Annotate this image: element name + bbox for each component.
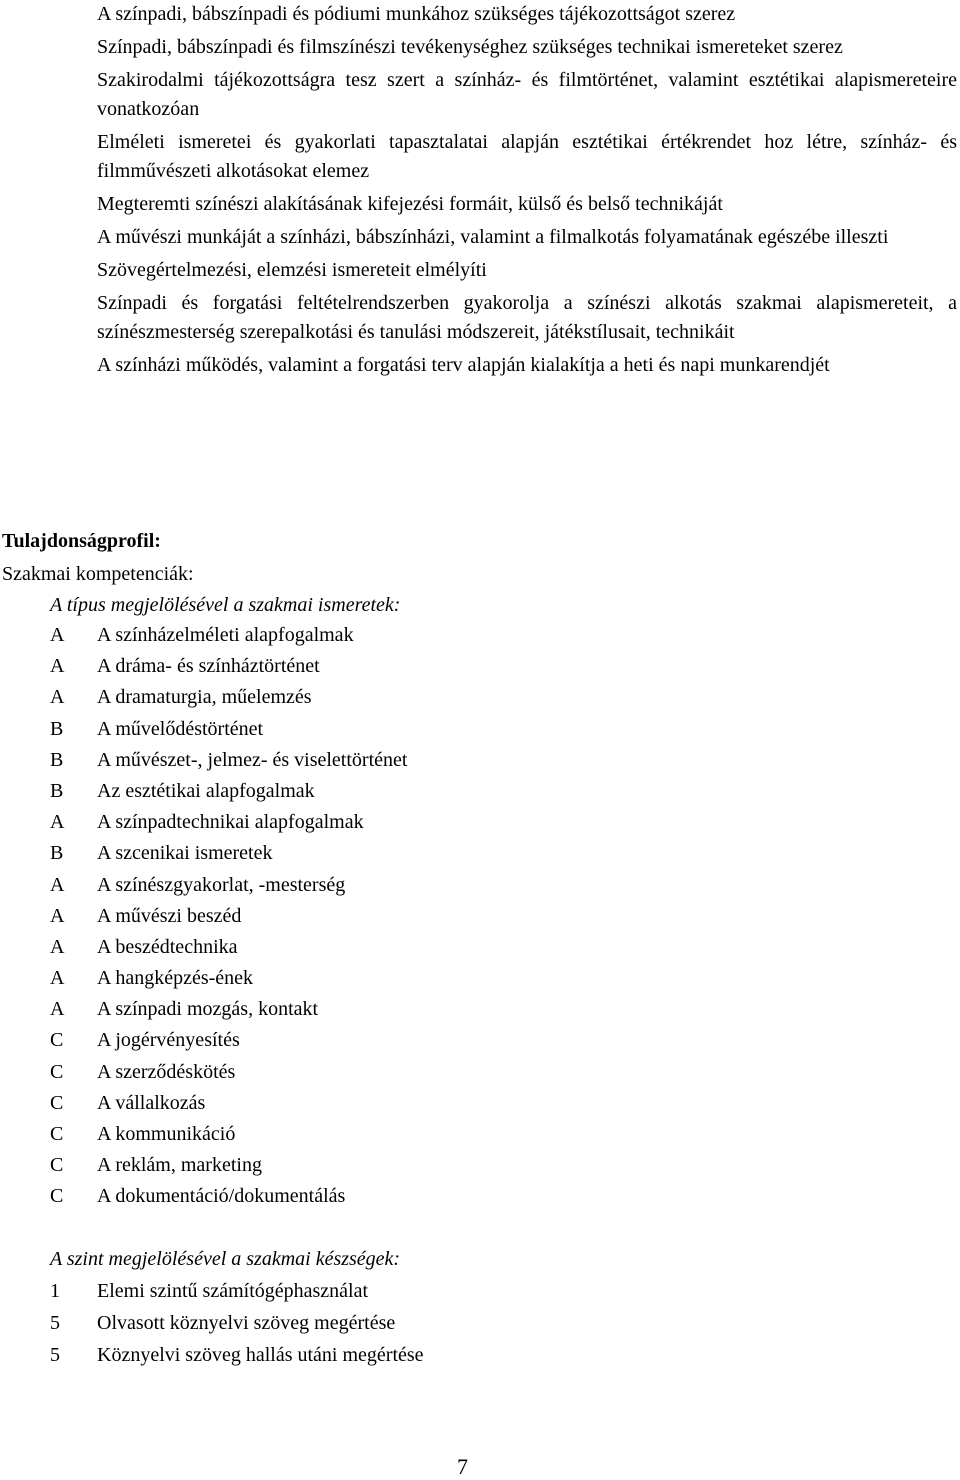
knowledge-name: A jogérvényesítés <box>97 1029 240 1052</box>
knowledge-type: C <box>50 1123 64 1145</box>
knowledge-name: A dráma- és színháztörténet <box>97 655 320 678</box>
knowledge-name: A reklám, marketing <box>97 1154 262 1177</box>
knowledge-row <box>50 994 407 1025</box>
knowledge-type: B <box>50 779 64 802</box>
knowledge-type: B <box>50 717 64 740</box>
knowledge-name: A színpadi mozgás, kontakt <box>97 998 319 1021</box>
knowledge-row <box>50 1025 407 1056</box>
knowledge-row <box>50 807 407 838</box>
task-item: A művészi munkáját a színházi, bábszínházi, valamint a filmalkotás folyamatának egészébe illeszti <box>97 226 889 248</box>
knowledge-row <box>50 651 407 682</box>
knowledge-name: A beszédtechnika <box>97 935 238 958</box>
skills-heading: A szint megjelölésével a szakmai készségek: <box>50 1248 401 1270</box>
knowledge-row <box>50 1088 407 1119</box>
knowledge-row <box>50 1150 407 1181</box>
task-list <box>97 0 957 384</box>
knowledge-type: C <box>50 1029 64 1052</box>
knowledge-row <box>50 1119 407 1150</box>
task-item: Elméleti ismeretei és gyakorlati tapasztalatai alapján esztétikai értékrendet hoz létre, színház- és filmművészeti alkotásokat elemez <box>97 131 957 182</box>
knowledge-row <box>50 620 407 651</box>
knowledge-type: C <box>50 1154 64 1177</box>
knowledge-type: A <box>50 686 65 709</box>
knowledge-name: A színészgyakorlat, -mesterség <box>97 873 346 896</box>
skill-level: 5 <box>50 1344 60 1366</box>
knowledge-list <box>50 620 407 1213</box>
skill-row <box>50 1275 424 1307</box>
task-item: Megteremti színészi alakításának kifejezési formáit, külső és belső technikáját <box>97 193 723 215</box>
knowledge-type: C <box>50 1091 64 1114</box>
skill-row <box>50 1339 424 1371</box>
knowledge-row <box>50 1057 407 1088</box>
knowledge-name: A hangképzés-ének <box>97 967 254 990</box>
knowledge-type: C <box>50 1060 64 1083</box>
knowledge-type: A <box>50 811 65 834</box>
knowledge-name: A dokumentáció/dokumentálás <box>97 1185 346 1208</box>
knowledge-type: A <box>50 624 65 646</box>
knowledge-type: A <box>50 967 65 990</box>
skills-list <box>50 1275 424 1371</box>
knowledge-name: A művelődéstörténet <box>97 717 264 740</box>
knowledge-type: A <box>50 935 65 958</box>
knowledge-name: A művészet-, jelmez- és viselettörténet <box>97 748 408 771</box>
knowledge-name: A színházelméleti alapfogalmak <box>97 624 354 646</box>
knowledge-row <box>50 838 407 869</box>
knowledge-name: A vállalkozás <box>97 1091 206 1114</box>
task-item: A színpadi, bábszínpadi és pódiumi munkához szükséges tájékozottságot szerez <box>97 3 736 25</box>
knowledge-type: A <box>50 998 65 1021</box>
knowledge-type: A <box>50 655 65 678</box>
knowledge-row <box>50 745 407 776</box>
knowledge-row <box>50 901 407 932</box>
task-item: Színpadi, bábszínpadi és filmszínészi tevékenységhez szükséges technikai ismereteket szerez <box>97 36 843 58</box>
task-item: Szakirodalmi tájékozottságra tesz szert a színház- és filmtörténet, valamint esztétikai alapismereteire vonatkozóan <box>97 69 957 120</box>
knowledge-row <box>50 714 407 745</box>
knowledge-name: A dramaturgia, műelemzés <box>97 686 312 709</box>
knowledge-type: C <box>50 1185 64 1208</box>
knowledge-row <box>50 776 407 807</box>
knowledge-type: B <box>50 748 64 771</box>
knowledge-name: A szerződéskötés <box>97 1060 236 1083</box>
profile-subtitle: Szakmai kompetenciák: <box>2 563 194 585</box>
skill-level: 5 <box>50 1312 60 1334</box>
knowledge-name: A művészi beszéd <box>97 904 242 927</box>
knowledge-name: A kommunikáció <box>97 1123 236 1145</box>
knowledge-name: A szcenikai ismeretek <box>97 842 273 865</box>
knowledge-heading: A típus megjelölésével a szakmai ismeretek: <box>50 594 401 616</box>
profile-title: Tulajdonságprofil: <box>2 530 161 552</box>
knowledge-row <box>50 682 407 713</box>
skill-name: Elemi szintű számítógéphasználat <box>97 1280 369 1302</box>
skill-name: Köznyelvi szöveg hallás utáni megértése <box>97 1344 424 1366</box>
knowledge-row <box>50 1181 407 1212</box>
knowledge-row <box>50 963 407 994</box>
knowledge-type: B <box>50 842 64 865</box>
skill-level: 1 <box>50 1280 60 1302</box>
skill-name: Olvasott köznyelvi szöveg megértése <box>97 1312 396 1334</box>
knowledge-type: A <box>50 873 65 896</box>
knowledge-type: A <box>50 904 65 927</box>
knowledge-row <box>50 932 407 963</box>
skill-row <box>50 1307 424 1339</box>
knowledge-name: A színpadtechnikai alapfogalmak <box>97 811 364 834</box>
knowledge-name: Az esztétikai alapfogalmak <box>97 779 315 802</box>
page-number: 7 <box>457 1454 468 1479</box>
task-item: A színházi működés, valamint a forgatási terv alapján kialakítja a heti és napi munkarendjét <box>97 354 830 376</box>
task-item: Szövegértelmezési, elemzési ismereteit elmélyíti <box>97 259 487 281</box>
task-item: Színpadi és forgatási feltételrendszerben gyakorolja a színészi alkotás szakmai alapismereteit, a színészmesterség szerepalkotási és tanulási módszereit, játékstílusait, technikáit <box>97 292 957 343</box>
knowledge-row <box>50 870 407 901</box>
